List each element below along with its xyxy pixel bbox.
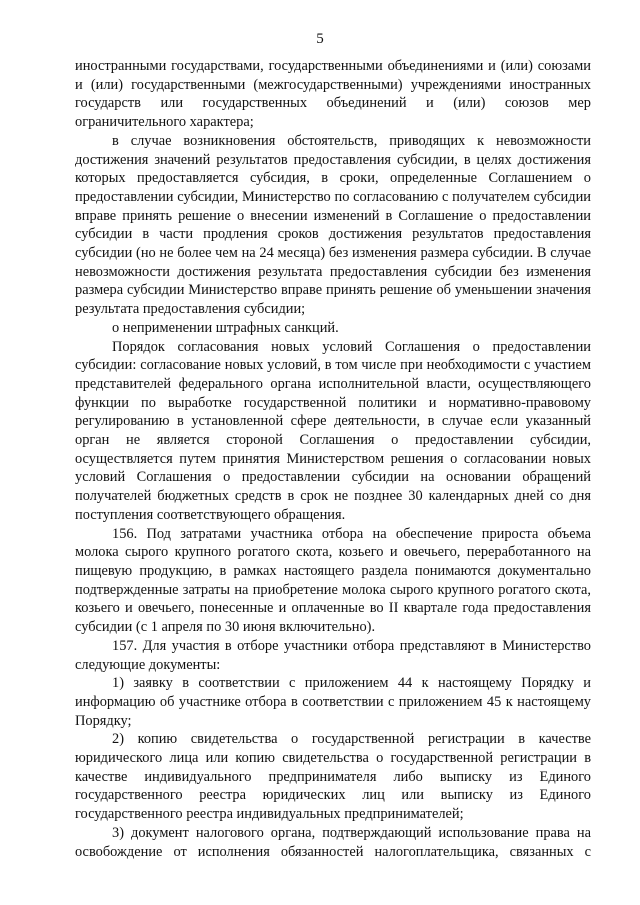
paragraph-restrictive-measures-end: иностранными государствами, государственными объединениями и (или) союзами и (или) государственными (межгосударственными) учреждениями иностранных государств или государственных объединений и (или) союзов мер ограничительного характера; — [75, 58, 591, 131]
paragraph-agreement-procedure: Порядок согласования новых условий Соглашения о предоставлении субсидии: согласование новых условий, в том числе при необходимости с участием представителей федерального органа исполнительной власти, осуществляющего функции по выработке государственной политики и нормативно-правовому регулированию в установленной сфере деятельности, в случае если указанный орган не является стороной Соглашения о предоставлении субсидии, осуществляется путем принятия Министерством решения о согласовании новых условий Соглашения о предоставлении субсидии на основании обращений получателей бюджетных средств в срок не позднее 30 календарных дней со дня поступления соответствующего обращения. — [75, 338, 591, 523]
list-item-2: 2) копию свидетельства о государственной регистрации в качестве юридического лица или копию свидетельства о государственной регистрации в качестве индивидуального предпринимателя либо выписку из Единого государственного реестра юридических лиц или выписку из Единого государственного реестра индивидуальных предпринимателей; — [75, 731, 591, 823]
paragraph-no-penalties: о неприменении штрафных санкций. — [112, 319, 339, 336]
list-item-1: 1) заявку в соответствии с приложением 44 к настоящему Порядку и информацию об участнике отбора в соответствии с приложением 45 к настоящему Порядку; — [75, 675, 591, 729]
document-body — [75, 57, 591, 861]
paragraph-circumstances-change: в случае возникновения обстоятельств, приводящих к невозможности достижения значений результатов предоставления субсидии, в целях достижения которых предоставляется субсидия, в сроки, определенные Соглашением о предоставлении субсидии, Министерство по согласованию с получателем субсидии вправе принять решение о внесении изменений в Соглашение о предоставлении субсидии в части продления сроков достижения результатов предоставления субсидии (но не более чем на 24 месяца) без изменения размера субсидии. В случае невозможности достижения результата предоставления субсидии без изменения размера субсидии Министерство вправе принять решение об уменьшении значения результата предоставления субсидии; — [75, 132, 591, 318]
page-number: 5 — [316, 31, 324, 47]
paragraph-clause-156: 156. Под затратами участника отбора на обеспечение прироста объема молока сырого крупного рогатого скота, козьего и овечьего, переработанного на пищевую продукцию, в рамках настоящего раздела понимаются документально подтвержденные затраты на приобретение молока сырого крупного рогатого скота, козьего и овечьего, понесенные и оплаченные во II квартале года предоставления субсидии (с 1 апреля по 30 июня включительно). — [75, 525, 591, 636]
list-item-3: 3) документ налогового органа, подтверждающий использование права на освобождение от исполнения обязанностей налогоплательщика, связанных с — [75, 824, 591, 860]
paragraph-clause-157: 157. Для участия в отборе участники отбора представляют в Министерство следующие документы: — [75, 637, 591, 673]
